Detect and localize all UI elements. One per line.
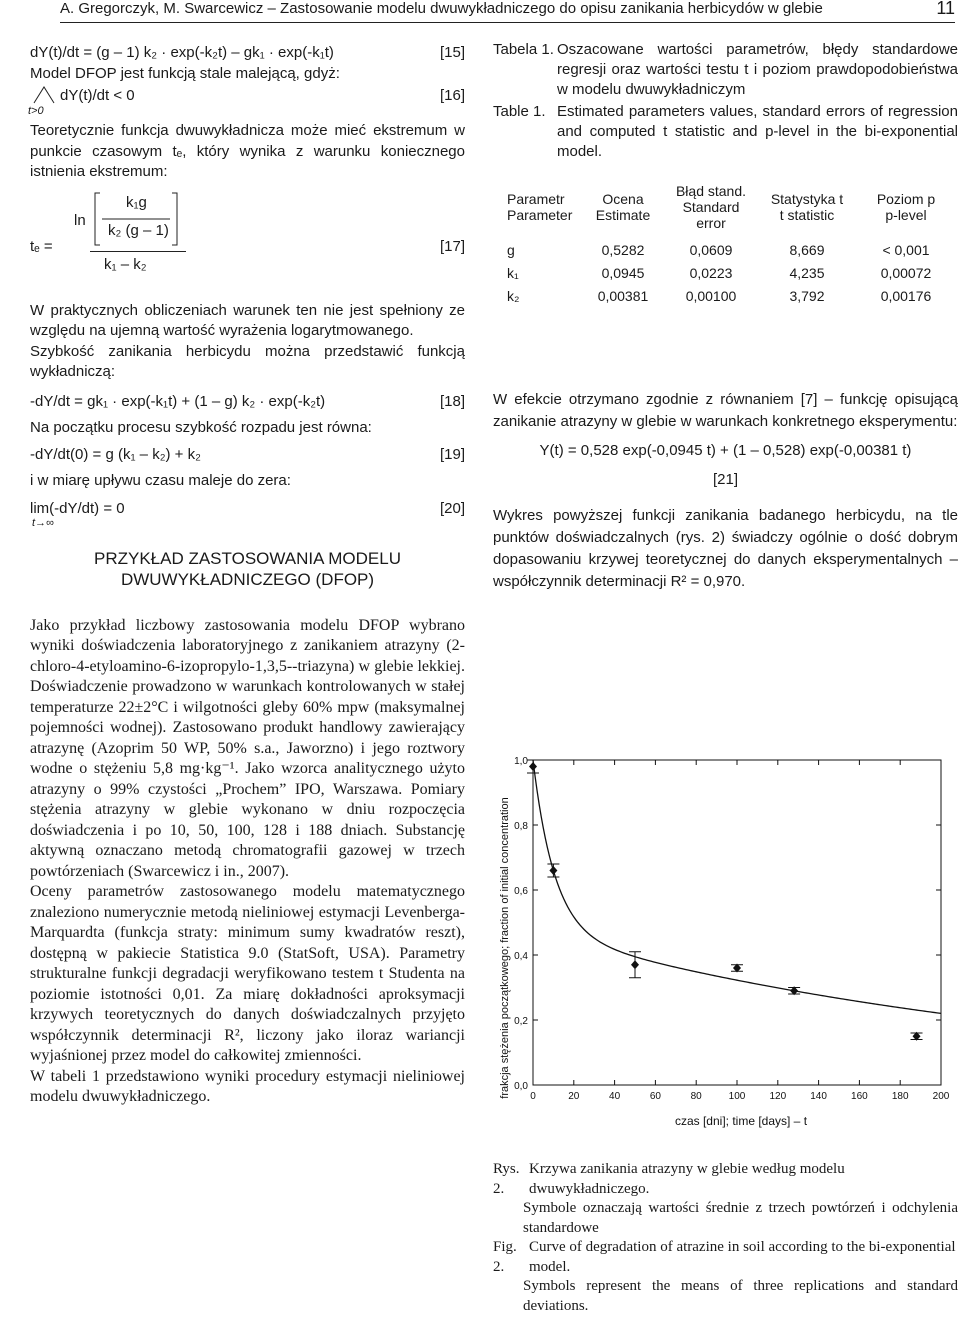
header-parameter: Parametr Parameter	[507, 191, 573, 223]
x-tick-label: 200	[932, 1091, 950, 1102]
table-row: g 0,5282 0,0609 8,669 < 0,001	[507, 241, 930, 258]
degradation-chart	[493, 750, 958, 1140]
x-tick-label: 60	[649, 1091, 661, 1102]
example-paragraph: Jako przykład liczbowy zastosowania modelu DFOP wybrano wyniki doświadczenia laboratoryjnego z zanikaniem atrazyny (2-chloro-4-etyloamino-6-izopropylo-1,3,5--triazyna) w glebie lekkiej. Doświadczenie prowadzono w warunkach kontrolowanych w stałej temperaturze 22±2°C i wilgotności gleby 60% mpw (maksymalnej pojemności wodnej). Zastosowano produkt handlowy zawierający atrazynę (Azoprim 50 WP, 50% s.a., Jaworzno) i jego roztwory wodne o stężeniu 5,8 mg·kg⁻¹. Jako wzorca analitycznego użyto atrazyny o 99% czystości „Prochem” IPO, Warszawa. Pomiary stężenia atrazyny w glebie wykonano w dniu rozpoczęcia doświadczenia i po 10, 50, 100, 128 i 188 dniach. Substancję aktywną oznaczano metodą chromatografii gazowej w trzech powtórzeniach (Swarcewicz i in., 2007).	[30, 616, 465, 880]
running-title: A. Gregorczyk, M. Swarcewicz – Zastosowanie modelu dwuwykładniczego do opisu zanikania herbicydów w glebie	[60, 0, 823, 17]
degradation-figure	[493, 750, 958, 1140]
x-tick-label: 140	[810, 1091, 827, 1102]
y-tick-label: 0,0	[514, 1081, 528, 1092]
speed-paragraph: Szybkość zanikania herbicydu można przedstawić funkcją wykładniczą:	[30, 342, 465, 380]
equation-16: dY(t)/dt < 0 t>0 [16]	[28, 87, 465, 117]
equation-21: Y(t) = 0,528 exp(-0,0945 t) + (1 – 0,528) exp(-0,00381 t) [21]	[539, 442, 912, 488]
table-reference-paragraph: W tabeli 1 przedstawiono wyniki procedury estymacji nieliniowej modelu dwuwykładniczego.	[30, 1067, 465, 1105]
model-curve	[533, 760, 941, 1013]
header-p-level: Poziom p p-level	[876, 191, 936, 223]
dfop-sentence: Model DFOP jest funkcją stale malejącą, gdyż:	[30, 65, 340, 82]
x-tick-label: 100	[728, 1091, 746, 1102]
table-row: k₂ 0,00381 0,00100 3,792 0,00176	[507, 287, 932, 304]
equation-20: lim(-dY/dt) = 0 t→∞ [20]	[30, 499, 465, 529]
y-tick-label: 0,2	[514, 1016, 528, 1027]
x-axis-label: czas [dni]; time [days] – t	[674, 1114, 808, 1128]
x-tick-label: 80	[690, 1091, 702, 1102]
y-tick-label: 1,0	[514, 756, 528, 767]
equation-18: -dY/dt = gk₁ · exp(-k₁t) + (1 – g) k₂ · exp(-k₂t) [18]	[30, 392, 465, 410]
graph-paragraph: Wykres powyższej funkcji zanikania badanego herbicydu, na tle punktów doświadczalnych (rys. 2) świadczy ogólnie o dość dobrym dopasowaniu krzywej teoretycznej do danych eksperymentalnych – współczynnik determinacji R² = 0,970.	[493, 507, 958, 590]
header-t-statistic: Statystyka t t statistic	[770, 191, 844, 223]
running-header	[60, 0, 955, 23]
table-caption-en: Table 1. Estimated parameters values, standard errors of regression and computed t statistic and p-level in the bi-exponential model.	[493, 103, 958, 160]
y-tick-label: 0,6	[514, 886, 528, 897]
equation-15: dY(t)/dt = (g – 1) k₂ · exp(-k₂t) – gk₁ · exp(-k₁t) [15]	[30, 44, 465, 61]
data-point	[549, 866, 557, 875]
table-row: k₁ 0,0945 0,0223 4,235 0,00072	[507, 264, 932, 281]
y-axis-label: frakcja stężenia początkowego; fraction of initial concentration	[499, 797, 511, 1099]
right-column	[493, 40, 958, 593]
table-caption-pl: Tabela 1. Oszacowane wartości parametrów, błędy standardowe regresji oraz wartości testu t i poziom prawdopodobieństwa w modelu dwuwykładniczym	[493, 41, 958, 98]
x-tick-label: 40	[609, 1091, 621, 1102]
figure-caption: Rys. 2. Krzywa zanikania atrazyny w glebie według modelu dwuwykładniczego. Symbole oznaczają wartości średnie z trzech powtórzeń i odchylenia standardowe Fig. 2. Curve of degradation of atrazine in soil according to the bi-exponential model. Symbols represent the means of three replications and standard deviations.	[493, 1161, 958, 1314]
page-number: 11	[936, 0, 955, 18]
header-standard-error: Błąd stand. Standard error	[675, 183, 747, 231]
section-heading: PRZYKŁAD ZASTOSOWANIA MODELU DWUWYKŁADNICZEGO (DFOP)	[93, 548, 401, 589]
data-point	[529, 762, 537, 771]
x-tick-label: 0	[530, 1091, 536, 1102]
estimates-paragraph: Oceny parametrów zastosowanego modelu matematycznego znaleziono numerycznie metodą nieliniowej estymacji Levenberga-Marquardta (funkcja straty: minimum sumy kwadratów reszt), dostępną w pakiecie Statistica 9.0 (StatSoft, USA). Parametry strukturalne funkcji degradacji weryfikowano testem t Studenta na poziomie istotności 0,01. Za miarę dokładności aproksymacji krzywych teoretycznych do danych doświadczalnych przyjęto współczynnik determinacji R², liczony jako iloraz wariancji wyjaśnionej przez model do całkowitej zmienności.	[30, 883, 465, 1064]
x-tick-label: 180	[891, 1091, 909, 1102]
table-header-row	[493, 176, 953, 238]
practice-paragraph: W praktycznych obliczeniach warunek ten nie jest spełniony ze względu na ujemną wartość wyrażenia logarytmowanego.	[30, 301, 465, 339]
zero-sentence: i w miarę upływu czasu maleje do zera:	[30, 471, 291, 489]
equation-19: -dY/dt(0) = g (k₁ – k₂) + k₂ [19]	[30, 445, 465, 463]
y-tick-label: 0,8	[514, 821, 528, 832]
y-tick-label: 0,4	[514, 951, 528, 962]
wedge-symbol	[32, 85, 56, 105]
effect-paragraph: W efekcie otrzymano zgodnie z równaniem [7] – funkcję opisującą zanikanie atrazyny w glebie w warunkach konkretnego eksperymentu:	[493, 391, 958, 430]
left-column	[30, 40, 465, 1108]
x-tick-label: 160	[851, 1091, 868, 1102]
header-estimate: Ocena Estimate	[595, 191, 651, 223]
x-tick-label: 120	[769, 1091, 787, 1102]
x-tick-label: 20	[568, 1091, 580, 1102]
plot-frame	[533, 760, 941, 1085]
equation-17: tₑ = ln k₁g k₂ (g – 1) k₁ – k₂ [17]	[30, 189, 465, 289]
parameters-table	[493, 176, 953, 307]
fraction-bar	[90, 251, 186, 252]
start-sentence: Na początku procesu szybkość rozpadu jest równa:	[30, 418, 372, 436]
data-point	[631, 960, 639, 969]
theory-paragraph: Teoretycznie funkcja dwuwykładnicza może mieć ekstremum w punkcie czasowym tₑ, który wynika z warunku koniecznego istnienia ekstremum:	[30, 122, 465, 180]
